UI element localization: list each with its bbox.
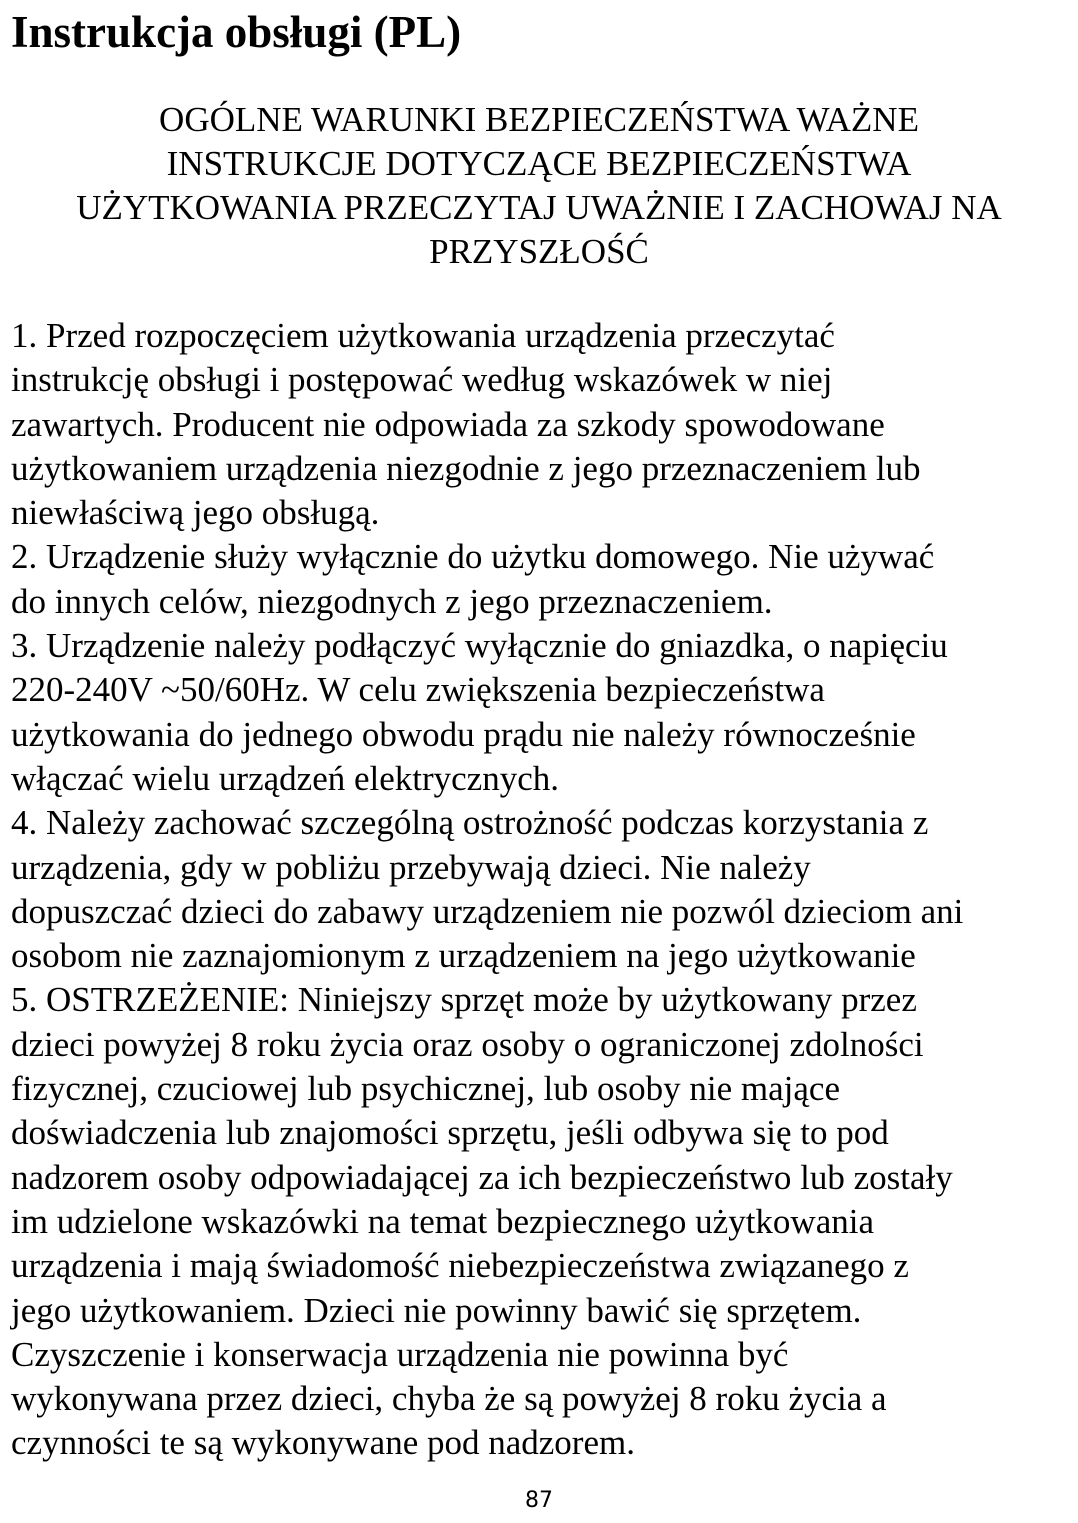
body-line: Czyszczenie i konserwacja urządzenia nie powinna być <box>11 1334 789 1374</box>
body-line: wykonywana przez dzieci, chyba że są powyżej 8 roku życia a <box>11 1379 887 1419</box>
body-line: fizycznej, czuciowej lub psychicznej, lub osoby nie mające <box>11 1069 840 1109</box>
body-line: dopuszczać dzieci do zabawy urządzeniem nie pozwól dzieciom ani <box>11 891 964 931</box>
body-line: urządzenia, gdy w pobliżu przebywają dzieci. Nie należy <box>11 847 811 887</box>
body-line: zawartych. Producent nie odpowiada za szkody spowodowane <box>11 404 885 444</box>
instructions-body <box>11 314 1076 1466</box>
body-line: urządzenia i mają świadomość niebezpieczeństwa związanego z <box>11 1246 909 1286</box>
safety-heading-line: UŻYTKOWANIA PRZECZYTAJ UWAŻNIE I ZACHOWAJ NA <box>76 188 1002 227</box>
body-line: 2. Urządzenie służy wyłącznie do użytku domowego. Nie używać <box>11 537 935 577</box>
body-line: do innych celów, niezgodnych z jego przeznaczeniem. <box>11 581 773 621</box>
body-line: niewłaściwą jego obsługą. <box>11 493 380 533</box>
body-line: jego użytkowaniem. Dzieci nie powinny bawić się sprzętem. <box>11 1290 862 1330</box>
body-line: użytkowania do jednego obwodu prądu nie należy równocześnie <box>11 714 916 754</box>
body-line: doświadczenia lub znajomości sprzętu, jeśli odbywa się to pod <box>11 1113 889 1153</box>
body-line: 220-240V ~50/60Hz. W celu zwiększenia bezpieczeństwa <box>11 670 825 710</box>
body-line: nadzorem osoby odpowiadającej za ich bezpieczeństwo lub zostały <box>11 1157 953 1197</box>
safety-heading-line: OGÓLNE WARUNKI BEZPIECZEŃSTWA WAŻNE <box>159 100 919 139</box>
body-line: czynności te są wykonywane pod nadzorem. <box>11 1423 635 1463</box>
page-number: 87 <box>525 1488 553 1513</box>
body-line: użytkowaniem urządzenia niezgodnie z jego przeznaczeniem lub <box>11 448 921 488</box>
body-line: 1. Przed rozpoczęciem użytkowania urządzenia przeczytać <box>11 316 835 355</box>
page-title: Instrukcja obsługi (PL) <box>11 7 462 57</box>
body-line: instrukcję obsługi i postępować według wskazówek w niej <box>11 360 833 400</box>
body-line: osobom nie zaznajomionym z urządzeniem na jego użytkowanie <box>11 936 916 976</box>
body-line: 3. Urządzenie należy podłączyć wyłącznie do gniazdka, o napięciu <box>11 626 948 666</box>
body-line: dzieci powyżej 8 roku życia oraz osoby o ograniczonej zdolności <box>11 1024 924 1064</box>
safety-heading <box>0 98 1078 274</box>
body-line: im udzielone wskazówki na temat bezpiecznego użytkowania <box>11 1201 875 1241</box>
body-line: 4. Należy zachować szczególną ostrożność podczas korzystania z <box>11 803 929 843</box>
body-line: 5. OSTRZEŻENIE: Niniejszy sprzęt może by użytkowany przez <box>11 980 917 1020</box>
body-line: włączać wielu urządzeń elektrycznych. <box>11 758 560 798</box>
safety-heading-line: INSTRUKCJE DOTYCZĄCE BEZPIECZEŃSTWA <box>166 144 912 183</box>
safety-heading-line: PRZYSZŁOŚĆ <box>429 232 649 271</box>
